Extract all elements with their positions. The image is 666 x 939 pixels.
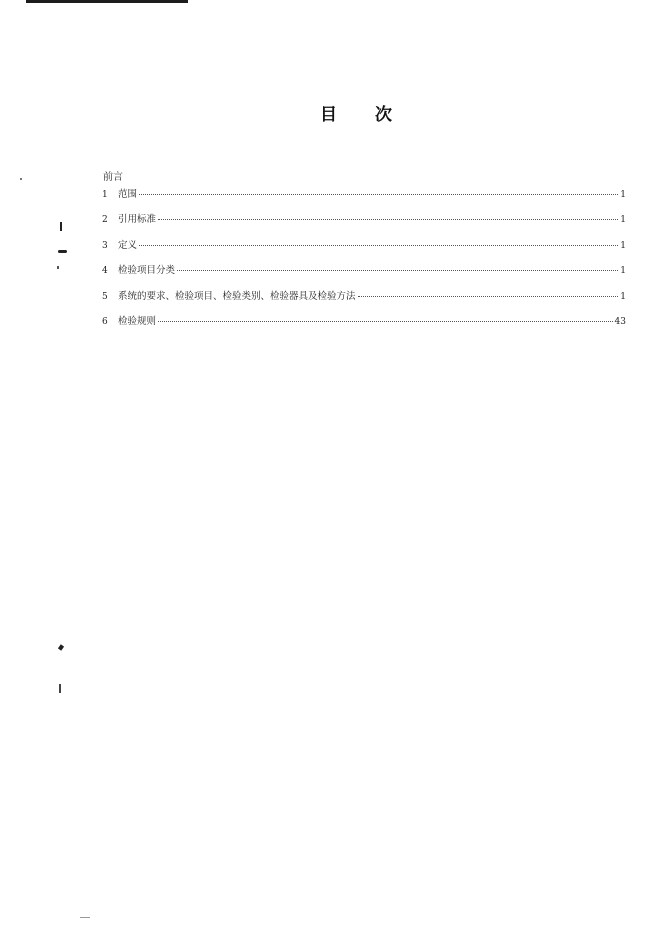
toc-entry-number: 2 — [102, 215, 108, 226]
toc-entry-title: 检验项目分类 — [118, 265, 176, 277]
toc-preface: 前言 — [103, 172, 123, 183]
toc-entry[interactable] — [102, 262, 626, 287]
toc-entry-page: 1 — [620, 190, 626, 200]
toc-entry-title: 检验规则 — [118, 315, 157, 327]
toc-entry-number: 5 — [102, 291, 108, 302]
toc-entry-page: 43 — [614, 316, 626, 327]
toc-entry-title: 系统的要求、检验项目、检验类别、检验器具及检验方法 — [118, 290, 356, 302]
toc-entry[interactable] — [102, 288, 626, 313]
toc-entry-title: 定义 — [118, 239, 138, 251]
toc-entry-page: 1 — [620, 215, 626, 226]
dot-leader — [139, 245, 618, 246]
dot-leader — [358, 296, 619, 297]
dot-leader — [158, 321, 613, 322]
toc-entry[interactable] — [102, 237, 626, 262]
scan-speck — [80, 917, 90, 918]
toc-entry-number: 6 — [102, 316, 108, 327]
toc-entry-number: 4 — [102, 266, 108, 277]
dot-leader — [139, 194, 618, 195]
scan-speck — [60, 222, 62, 231]
toc-entry-title: 引用标准 — [118, 214, 157, 226]
toc-entry-number: 1 — [102, 190, 108, 200]
scan-speck — [58, 250, 67, 253]
toc-entry[interactable] — [102, 186, 626, 211]
top-rule — [26, 0, 188, 3]
toc-entry-page: 1 — [620, 266, 626, 277]
scan-speck — [58, 644, 64, 650]
page-title: 目 次 — [320, 105, 408, 125]
toc-entry-title: 范围 — [118, 189, 138, 200]
scan-speck — [20, 178, 22, 180]
dot-leader — [158, 219, 618, 220]
toc-entry-page: 1 — [620, 240, 626, 251]
toc-entry[interactable] — [102, 313, 626, 338]
scan-speck — [57, 266, 59, 269]
dot-leader — [177, 270, 618, 271]
toc-entry[interactable] — [102, 211, 626, 236]
scan-speck — [59, 684, 61, 693]
table-of-contents — [102, 186, 626, 338]
toc-entry-page: 1 — [620, 291, 626, 302]
toc-entry-number: 3 — [102, 240, 108, 251]
